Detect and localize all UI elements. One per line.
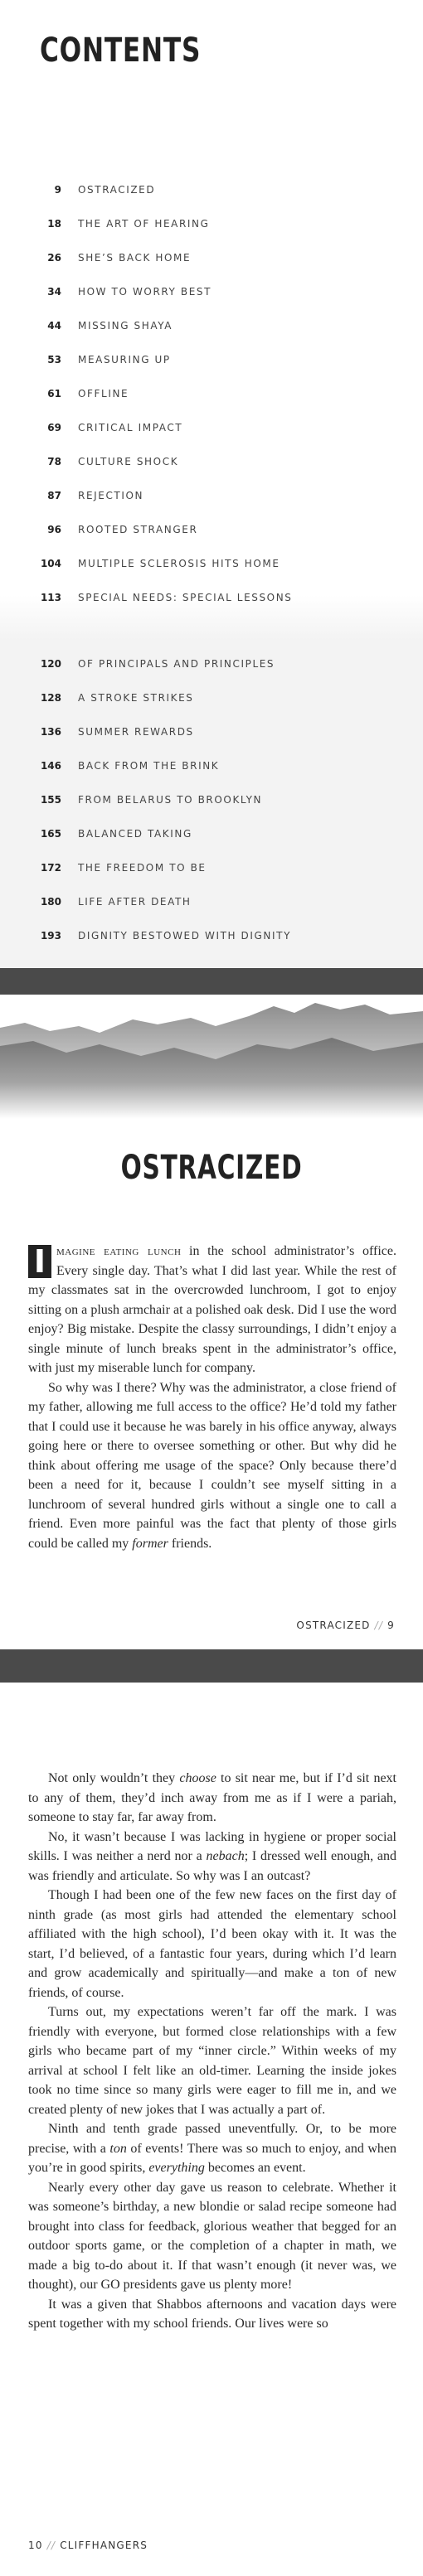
folio-separator: // [46, 2540, 56, 2551]
paragraph: Though I had been one of the few new faces on the first day of ninth grade (as most girls had attended the elementary school affiliated with the high school), I’d been okay with it. It was the start, I’d believed, of a fantastic four years, during which I’d learn and grow academically and spiritually—and make a ton of new friends, of course. [28, 1888, 396, 2000]
toc-page-number: 172 [40, 862, 61, 874]
chapter-page [0, 995, 423, 1649]
chapter-body [28, 1242, 396, 1553]
page-folio [28, 2540, 148, 2551]
contents-title: CONTENTS [40, 31, 202, 70]
toc-entry [0, 592, 423, 608]
toc-entry [0, 930, 423, 947]
toc-page-number: 128 [40, 692, 61, 704]
toc-chapter-title: BALANCED TAKING [78, 828, 192, 840]
toc-chapter-title: LIFE AFTER DEATH [78, 896, 192, 908]
paragraph-text: friends. [168, 1536, 212, 1551]
toc-entry [0, 794, 423, 811]
toc-entry [0, 456, 423, 472]
paragraph [28, 1378, 396, 1554]
toc-page-number: 26 [47, 252, 61, 264]
toc-page-number: 78 [47, 456, 61, 467]
toc-chapter-title: A STROKE STRIKES [78, 692, 194, 704]
chapter-title: OSTRACIZED [120, 1149, 303, 1187]
emphasis: choose [179, 1771, 216, 1785]
paragraph-text: Not only wouldn’t they [48, 1771, 180, 1785]
contents-page [0, 0, 423, 968]
toc-entry [0, 388, 423, 404]
body-page [0, 1683, 423, 2576]
folio-separator: // [374, 1620, 384, 1631]
toc-chapter-title: SHE’S BACK HOME [78, 252, 192, 264]
running-head: CLIFFHANGERS [60, 2540, 148, 2551]
toc-entry [0, 862, 423, 879]
paragraph: Nearly every other day gave us reason to celebrate. Whether it was someone’s birthday, a new blondie or salad recipe someone had brought into class for feedback, glorious weather that begged for an outdoor sports game, or the completion of a chapter in math, we made a big to-do about it. If that wasn’t enough (it never was, we thought), our GO presidents gave us plenty more! [28, 2180, 396, 2292]
paragraph-text: Ninth and tenth grade passed uneventfully. Or, to be more precise, with a [28, 2122, 396, 2156]
toc-chapter-title: FROM BELARUS TO BROOKLYN [78, 794, 263, 806]
toc-entry [0, 286, 423, 303]
toc-chapter-title: BACK FROM THE BRINK [78, 760, 220, 772]
toc-chapter-title: ROOTED STRANGER [78, 524, 198, 535]
drop-cap: I [28, 1245, 51, 1278]
paragraph-text: No, it wasn’t because I was lacking in hygiene or proper social skills. I was neither a nerd nor a [28, 1829, 396, 1863]
toc-chapter-title: MEASURING UP [78, 354, 171, 366]
toc-entry [0, 184, 423, 201]
toc-page-number: 87 [47, 490, 61, 501]
toc-page-number: 165 [40, 828, 61, 840]
page-folio [296, 1620, 395, 1631]
paragraph: Turns out, my expectations weren’t far off the mark. I was friendly with everyone, but formed close relationships with a few girls who became part of my “inner circle.” Within weeks of my arrival at school I felt like an old-timer. Learning the inside jokes took no time since so many girls were eager to fill me in, and we created plenty of new jokes that I was actually a part of. [28, 2005, 396, 2117]
toc-page-number: 146 [40, 760, 61, 772]
toc-page-number: 53 [47, 354, 61, 366]
toc-chapter-title: SPECIAL NEEDS: SPECIAL LESSONS [78, 592, 293, 603]
toc-page-number: 61 [47, 388, 61, 399]
paragraph-text: ; I dressed well enough, and was friendly and articulate. So why was I an outcast? [28, 1849, 396, 1883]
toc-entry [0, 896, 423, 913]
toc-entry [0, 218, 423, 235]
paragraph: It was a given that Shabbos afternoons and vacation days were spent together with my school friends. Our lives were so [28, 2297, 396, 2331]
page-divider [0, 1649, 423, 1683]
emphasis: everything [148, 2161, 205, 2175]
toc-chapter-title: SUMMER REWARDS [78, 726, 194, 738]
paragraph-text: So why was I there? Why was the administrator, a close friend of my father, allowing me full access to the office? He’d told my father that I could use it because he was barely in his office anyway, always going here or there to oversee something or other. But why did he think about offering me usage of the space? Only because there’d been a need for it, because I couldn’t see myself sitting in a lunchroom of several hundred girls without a single one to call a friend. Even more painful was the fact that plenty of those girls could be called my [28, 1380, 396, 1551]
running-head: OSTRACIZED [296, 1620, 371, 1631]
toc-entry [0, 252, 423, 269]
paragraph-text: of events! There was so much to enjoy, and when you’re in good spirits, [28, 2141, 396, 2175]
mountain-header-image [0, 995, 423, 1119]
toc-entry [0, 490, 423, 506]
toc-page-number: 104 [40, 558, 61, 569]
toc-page-number: 34 [47, 286, 61, 298]
paragraph-text: in the school administrator’s office. Every single day. That’s what I did last year. While the rest of my classmates sat in the overcrowded lunchroom, I got to enjoy sitting on a plush armchair at a polished oak desk. Did I use the word enjoy? Big mistake. Despite the classy surroundings, I didn’t enjoy a single minute of lunch breaks spent in the administrator’s office, with just my miserable lunch for company. [28, 1244, 397, 1375]
emphasis: former [132, 1536, 168, 1551]
paragraph-text: to sit near me, but if I’d sit next to any of them, they’d inch away from me as if I were a pariah, someone to stay far, far away from. [28, 1771, 396, 1824]
emphasis: nebach [206, 1849, 245, 1863]
page-divider [0, 968, 423, 995]
toc-entry [0, 828, 423, 845]
toc-page-number: 155 [40, 794, 61, 806]
toc-page-number: 44 [47, 320, 61, 332]
lead-in: magine eating lunch [56, 1244, 182, 1258]
toc-entry [0, 692, 423, 709]
toc-entry [0, 320, 423, 337]
toc-entry [0, 760, 423, 777]
toc-chapter-title: THE ART OF HEARING [78, 218, 210, 230]
toc-chapter-title: THE FREEDOM TO BE [78, 862, 207, 874]
toc-page-number: 136 [40, 726, 61, 738]
toc-page-number: 120 [40, 658, 61, 670]
page-number: 10 [28, 2540, 43, 2551]
toc-chapter-title: DIGNITY BESTOWED WITH DIGNITY [78, 930, 292, 942]
paragraph-text: becomes an event. [204, 2161, 306, 2175]
toc-page-number: 18 [47, 218, 61, 230]
toc-chapter-title: OSTRACIZED [78, 184, 156, 196]
toc-page-number: 96 [47, 524, 61, 535]
page-body [28, 1769, 396, 2334]
toc-entry [0, 422, 423, 438]
toc-page-number: 69 [47, 422, 61, 433]
toc-entry [0, 524, 423, 540]
toc-chapter-title: MISSING SHAYA [78, 320, 173, 332]
toc-chapter-title: OFFLINE [78, 388, 129, 399]
toc-chapter-title: HOW TO WORRY BEST [78, 286, 212, 298]
toc-chapter-title: REJECTION [78, 490, 144, 501]
emphasis: ton [109, 2141, 127, 2156]
paragraph [28, 2119, 396, 2178]
paragraph [28, 1242, 396, 1378]
toc-page-number: 193 [40, 930, 61, 942]
toc-chapter-title: CULTURE SHOCK [78, 456, 179, 467]
toc-entry [0, 726, 423, 743]
toc-page-number: 113 [40, 592, 61, 603]
toc-entry [0, 658, 423, 675]
toc-page-number: 180 [40, 896, 61, 908]
toc-chapter-title: OF PRINCIPALS AND PRINCIPLES [78, 658, 275, 670]
toc-chapter-title: MULTIPLE SCLEROSIS HITS HOME [78, 558, 280, 569]
paragraph [28, 1828, 396, 1886]
page-number: 9 [387, 1620, 395, 1631]
toc-entry [0, 558, 423, 574]
paragraph [28, 1769, 396, 1828]
toc-page-number: 9 [54, 184, 61, 196]
toc-chapter-title: CRITICAL IMPACT [78, 422, 183, 433]
toc-entry [0, 354, 423, 370]
